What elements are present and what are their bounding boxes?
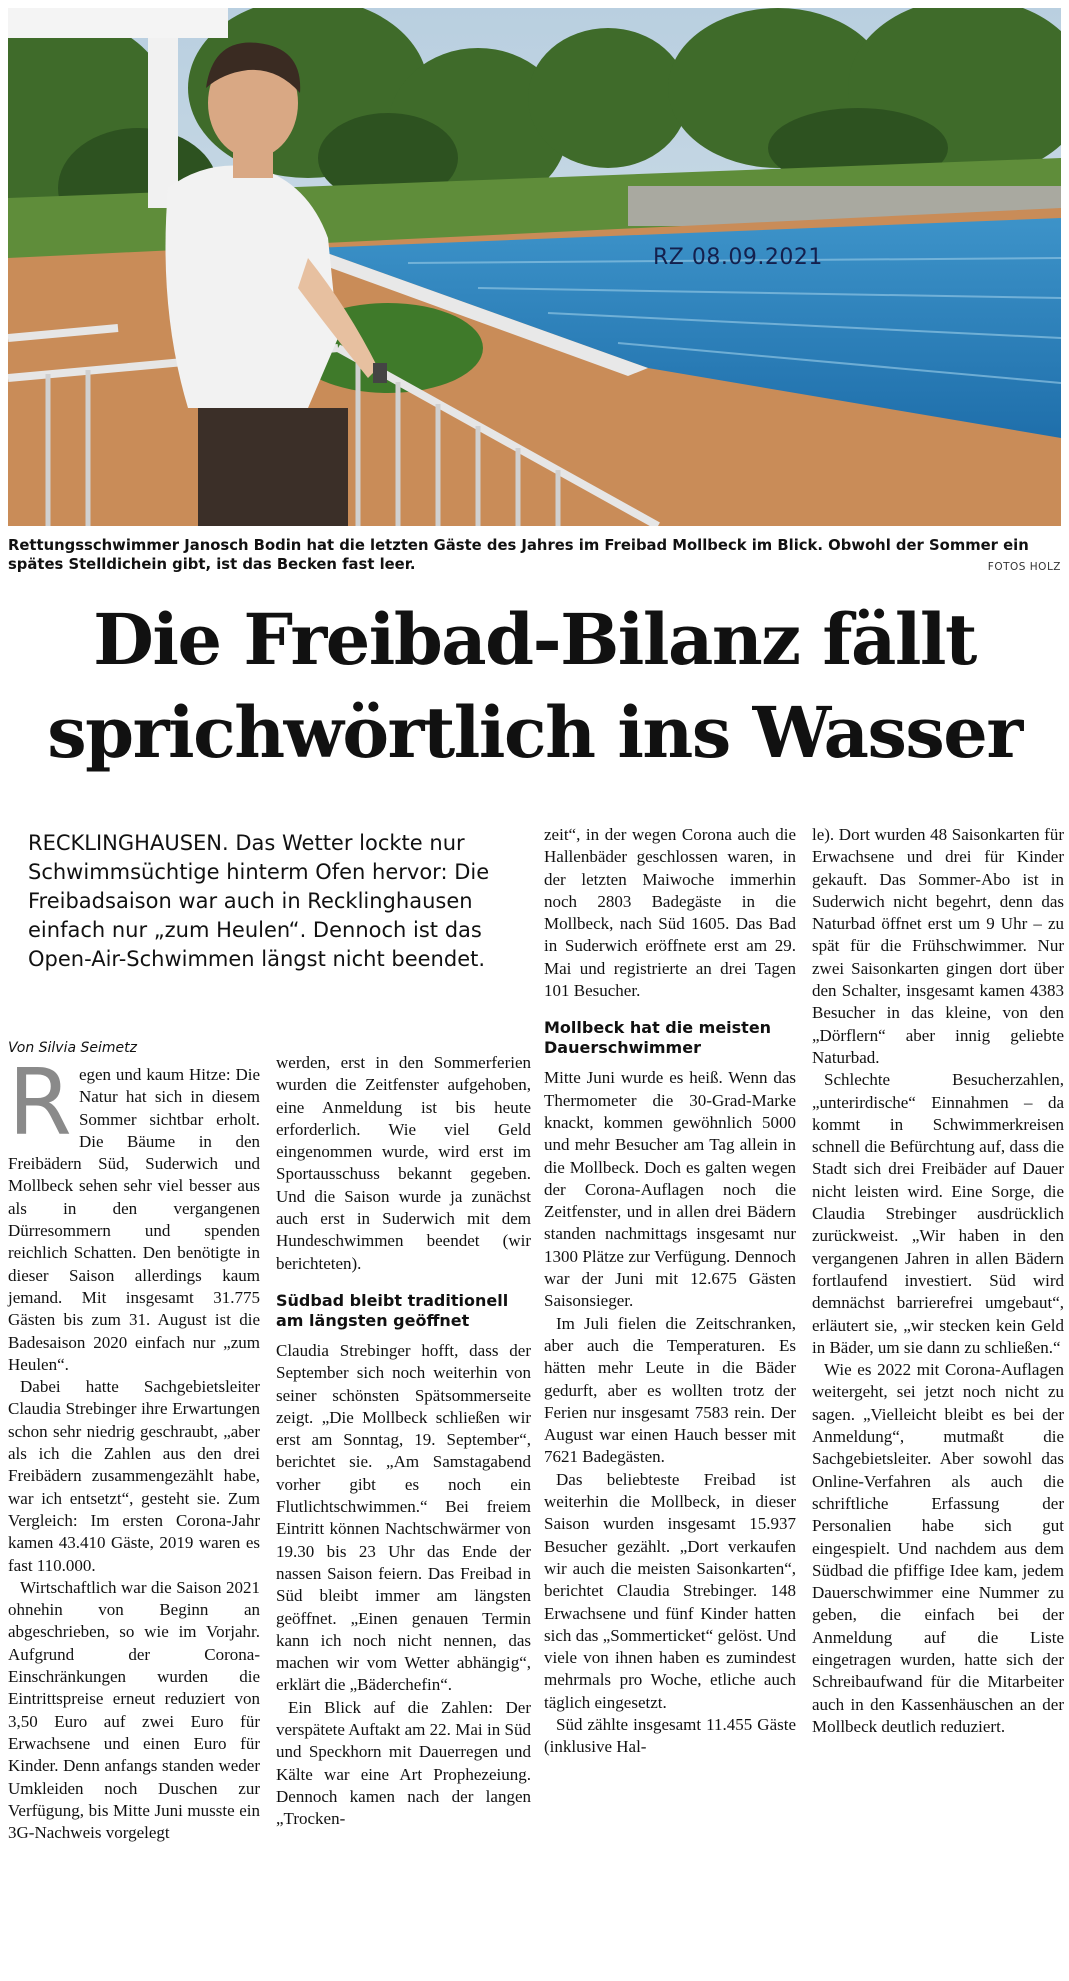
paragraph: Schlechte Besucherzahlen, „unterirdische“ Einnahmen – da kommt in Schwimmerkreisen schnell die Befürchtung auf, dass die Stadt sich drei Freibäder auf Dauer nicht leisten wird. Eine Sorge, die Claudia Strebinger ausdrücklich zurückweist. „Wir haben in den vergangenen Jahren in allen Bädern fortlaufend investiert. Süd wird demnächst barrierefrei umgebaut“, erläutert sie, „wir stecken kein Geld in Bäder, um sie dann zu schließen.“ <box>812 1070 1064 1357</box>
paragraph: Dabei hatte Sachgebietsleiter Claudia Strebinger ihre Erwartungen schon sehr niedrig geschraubt, „aber als ich die Zahlen aus den drei Freibädern zusammengezählt habe, war ich entsetzt“, gesteht sie. Zum Vergleich: Im ersten Corona-Jahr kamen 43.410 Gäste, 2019 waren es fast 110.000. <box>8 1377 260 1575</box>
headline <box>0 593 1069 779</box>
photo-caption: Rettungsschwimmer Janosch Bodin hat die letzten Gäste des Jahres im Freibad Mollbeck im Blick. Obwohl der Sommer ein spätes Stelldichein gibt, ist das Becken fast leer. <box>8 537 1029 573</box>
paragraph: Claudia Strebinger hofft, dass der September sich noch weiterhin von seiner schönsten Spätsommerseite zeigt. „Die Mollbeck schließen wir erst am Sonntag, 19. September“, berichtet sie. „Am Samstagabend vorher gibt es noch ein Flutlichtschwimmen.“ Bei freiem Eintritt können Nachtschwärmer von 19.30 bis 23 Uhr das Ende der nassen Saison feiern. Das Freibad in Süd bleibt immer am längsten geöffnet. „Einen genauen Termin kann ich noch nicht nennen, das machen wir vom Wetter abhängig“, erklärt die „Bäderchefin“. <box>276 1340 531 1695</box>
paragraph: zeit“, in der wegen Corona auch die Hallenbäder geschlossen waren, in der letzten Maiwoche immerhin noch 2803 Badegäste in die Mollbeck, nach Süd 1605. Das Bad in Suderwich eröffnete erst am 29. Mai und registrierte an drei Tagen 101 Besucher. <box>544 825 796 1001</box>
article-column-4 <box>812 824 1064 1738</box>
paragraph: Süd zählte insgesamt 11.455 Gäste (inklusive Hal- <box>544 1714 796 1757</box>
subheading: Mollbeck hat die meisten Dauerschwimmer <box>544 1018 772 1058</box>
paragraph: werden, erst in den Sommerferien wurden die Zeitfenster aufgehoben, eine Anmeldung ist bis heute erforderlich. Wie viel Geld eingenommen wurde, wird erst im Sportausschuss bekannt gegeben. Und die Saison wurde ja zunächst auch erst in Suderwich mit dem Hundeschwimmen beendet (wir berichteten). <box>276 1053 531 1273</box>
drop-cap: R <box>8 1049 72 1156</box>
article-column-1 <box>8 1049 260 1844</box>
article-column-3 <box>544 824 796 1759</box>
article-column-2 <box>276 1052 531 1831</box>
lead-paragraph: RECKLINGHAUSEN. Das Wetter lockte nur Schwimmsüchtige hinterm Ofen hervor: Die Freibadsaison war auch in Recklinghausen einfach nur „zum Heulen“. Dennoch ist das Open-Air-Schwimmen längst nicht beendet. <box>28 831 490 971</box>
paragraph: Regen und kaum Hitze: Die Natur hat sich in diesem Sommer sichtbar erholt. Die Bäume in den Freibädern Süd, Suderwich und Mollbeck sehen sehr viel besser aus als in den vergangenen Dürresommern und spenden reichlich Schatten. Den benötigte in dieser Saison allerdings kaum jemand. Mit insgesamt 31.775 Gästen bis zum 31. August ist die Badesaison 2020 einfach nur „zum Heulen“. <box>8 1049 260 1374</box>
paragraph: Mitte Juni wurde es heiß. Wenn das Thermometer die 30-Grad-Marke knackt, kommen gewöhnlich 5000 und mehr Besucher am Tag allein in die Mollbeck. Doch es galten wegen der Corona-Auflagen noch die Zeitfenster, und in allen drei Bädern standen nachmittags insgesamt nur 1300 Plätze zur Verfügung. Dennoch war der Juni mit 12.675 Gästen Saisonsieger. <box>544 1068 796 1311</box>
headline-line-1: Die Freibad-Bilanz fällt <box>93 598 976 681</box>
paragraph: Wirtschaftlich war die Saison 2021 ohnehin von Beginn an abgeschrieben, so wie im Vorjahr. Aufgrund der Corona-Einschränkungen wurden die Eintrittspreise erneut reduziert von 3,50 Euro auf zwei Euro für Erwachsene und einen Euro für Kinder. Denn anfangs standen weder Umkleiden noch Duschen zur Verfügung, bis Mitte Juni musste ein 3G-Nachweis vorgelegt <box>8 1577 260 1843</box>
headline-line-2: sprichwörtlich ins Wasser <box>47 691 1022 774</box>
article-photo <box>8 8 1061 526</box>
photo-credit: FOTOS HOLZ <box>987 561 1061 573</box>
byline: Von Silvia Seimetz <box>8 1040 137 1056</box>
paragraph: Wie es 2022 mit Corona-Auflagen weitergeht, sei jetzt noch nicht zu sagen. „Vielleicht bleibt es bei der Anmeldung“, mutmaßt die Sachgebietsleiter. Aber sowohl das Online-Verfahren als auch die schriftliche Erfassung der Personalien habe sich gut eingespielt. Und nachdem aus dem Südbad die pfiffige Idee kam, jedem Dauerschwimmer eine Nummer zu geben, die einfach bei der Anmeldung auf die Liste eingetragen wurden, hatte sich der Schreibaufwand für die Mitarbeiter auch in den Kassenhäuschen an der Mollbeck deutlich reduziert. <box>812 1360 1064 1736</box>
subheading: Südbad bleibt traditionell am längsten geöffnet <box>276 1290 509 1330</box>
paragraph: Ein Blick auf die Zahlen: Der verspätete Auftakt am 22. Mai in Süd und Speckhorn mit Dauerregen und Kälte war eine Art Prophezeiung. Dennoch kamen nach der langen „Trocken- <box>276 1697 531 1829</box>
paragraph: Das beliebteste Freibad ist weiterhin die Mollbeck, in dieser Saison wurden insgesamt 15.937 Besucher gezählt. „Dort verkaufen wir auch die meisten Saisonkarten“, berichtet Claudia Strebinger. 148 Erwachsene und fünf Kinder hatten sich das „Sommerticket“ gelöst. Und viele von ihnen haben es zumindest mehrmals pro Woche, etliche auch täglich eingesetzt. <box>544 1469 796 1712</box>
date-stamp: RZ 08.09.2021 <box>653 245 823 270</box>
paragraph: le). Dort wurden 48 Saisonkarten für Erwachsene und drei für Kinder gekauft. Das Sommer-Abo ist in Suderwich nicht begehrt, denn das Naturbad öffnet erst um 9 Uhr – zu spät für die Frühschwimmer. Nur zwei Saisonkarten gingen dort über den Schalter, insgesamt kamen 4383 Besucher in das kleine, von den „Dörflern“ aber innig geliebte Naturbad. <box>812 825 1064 1067</box>
paragraph: Im Juli fielen die Zeitschranken, aber auch die Temperaturen. Es hätten mehr Leute in die Bäder gedurft, aber es wollten trotz der Ferien nur insgesamt 7583 rein. Der August war einen Hauch besser mit 7621 Badegästen. <box>544 1313 796 1467</box>
